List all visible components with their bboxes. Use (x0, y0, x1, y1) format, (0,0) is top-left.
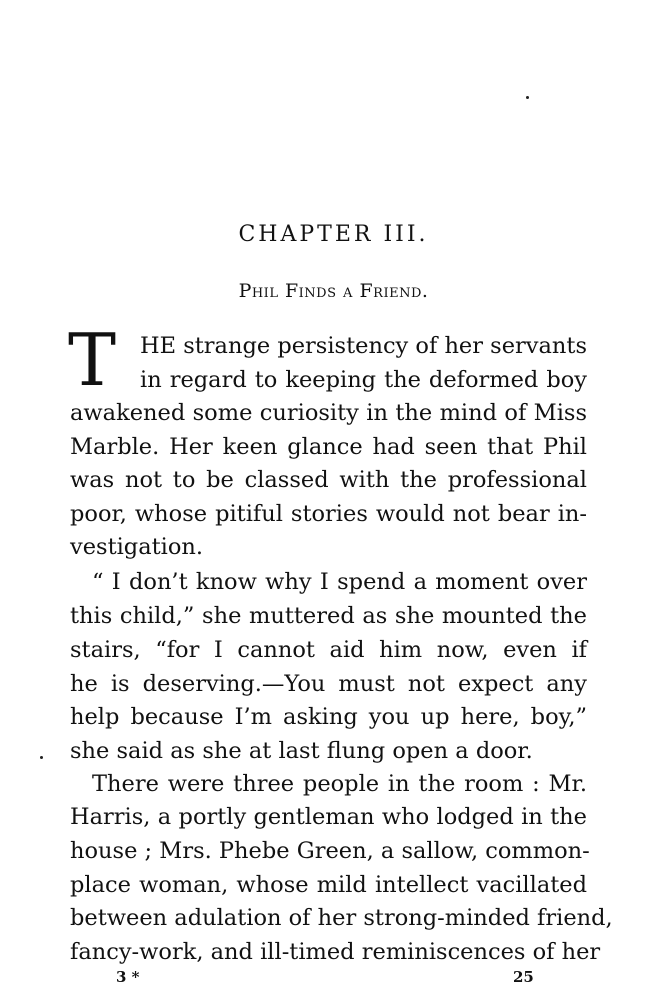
chapter-subtitle: Phil Finds a Friend. (238, 280, 429, 302)
text-line: Marble. Her keen glance had seen that Phil (70, 434, 587, 460)
ink-speck (40, 756, 43, 759)
text-line: she said as she at last flung open a door. (70, 738, 533, 764)
page-number: 25 (513, 968, 534, 986)
text-line: HE strange persistency of her servants (140, 333, 587, 359)
text-line: house ; Mrs. Phebe Green, a sallow, common- (70, 838, 590, 864)
ink-speck (526, 96, 529, 99)
text-line: poor, whose pitiful stories would not bear in- (70, 501, 587, 527)
text-line: in regard to keeping the deformed boy (140, 367, 587, 393)
text-line: help because I’m asking you up here, boy,” (70, 704, 587, 730)
text-line: awakened some curiosity in the mind of Miss (70, 400, 587, 426)
drop-cap: T (68, 318, 117, 402)
text-line: he is deserving.—You must not expect any (70, 671, 587, 697)
text-line: vestigation. (70, 534, 204, 560)
text-line: stairs, “for I cannot aid him now, even if (70, 637, 587, 663)
text-line: “ I don’t know why I spend a moment over (92, 569, 587, 595)
text-line: There were three people in the room : Mr. (92, 771, 587, 797)
text-line: was not to be classed with the professional (70, 467, 587, 493)
chapter-heading: CHAPTER III. (238, 222, 429, 247)
signature-mark: 3 * (116, 968, 140, 986)
text-line: this child,” she muttered as she mounted the (70, 603, 587, 629)
text-line: fancy-work, and ill-timed reminiscences of her (70, 939, 601, 965)
text-line: between adulation of her strong-minded friend, (70, 905, 613, 931)
text-line: place woman, whose mild intellect vacillated (70, 872, 587, 898)
text-line: Harris, a portly gentleman who lodged in the (70, 804, 587, 830)
